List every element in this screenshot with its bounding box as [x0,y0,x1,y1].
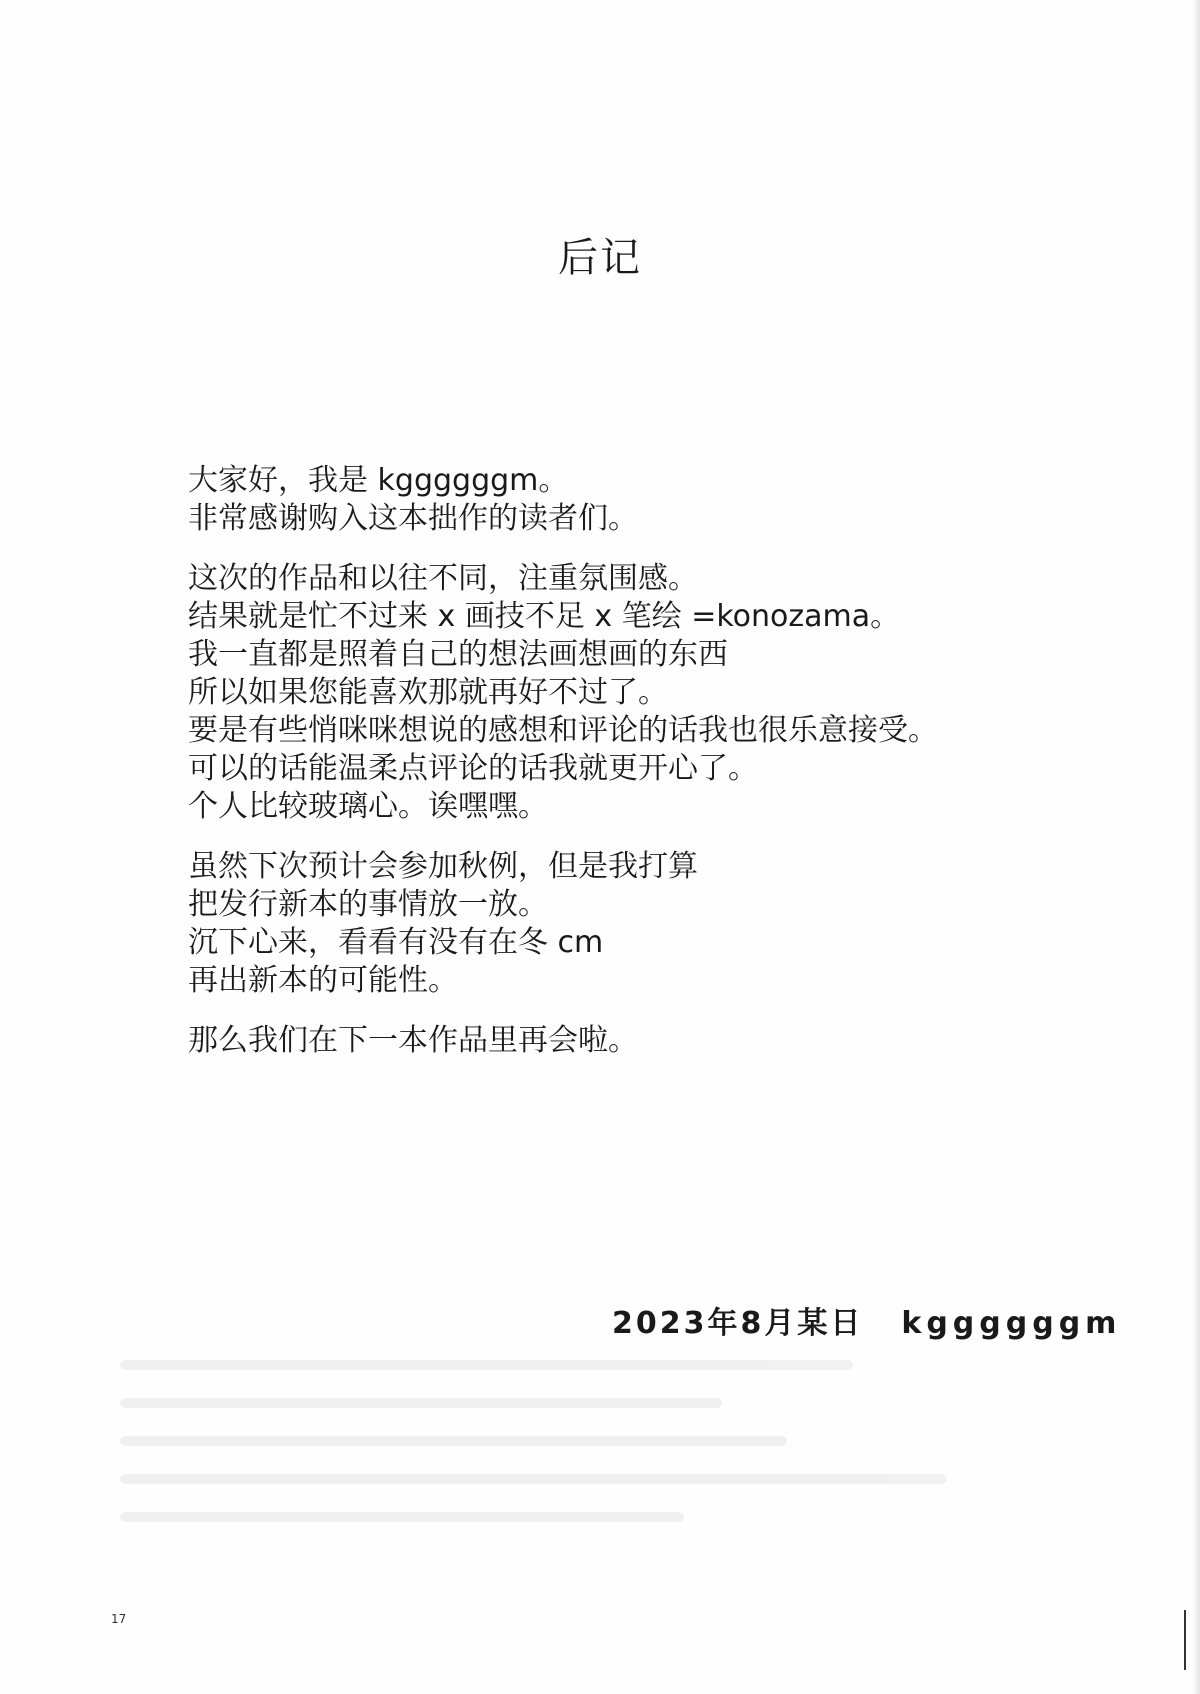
afterword-body [188,462,1088,1082]
signature [612,1298,1121,1342]
paragraph-about-work [188,560,1088,826]
text-line: 所以如果您能喜欢那就再好不过了。 [188,675,668,710]
signature-name: kggggggm [901,1306,1122,1341]
text-line: 非常感谢购入这本拙作的读者们。 [188,501,638,536]
page-title: 后记 [558,235,642,281]
paragraph-future-plans [188,848,1088,1000]
page-edge-mark [1184,1610,1186,1670]
paragraph-greeting [188,462,1088,538]
text-line: 沉下心来，看看有没有在冬 cm [188,925,604,960]
text-line: 虽然下次预计会参加秋例，但是我打算 [188,849,698,884]
text-line: 那么我们在下一本作品里再会啦。 [188,1023,638,1058]
page-number: 17 [111,1612,127,1626]
text-line: 再出新本的可能性。 [188,963,458,998]
show-through-bleed [120,1360,1060,1560]
text-line: 把发行新本的事情放一放。 [188,887,548,922]
text-line: 大家好，我是 kggggggm。 [188,463,569,498]
text-line: 结果就是忙不过来 x 画技不足 x 笔绘 =konozama。 [188,599,901,634]
text-line: 这次的作品和以往不同，注重氛围感。 [188,561,698,596]
signature-date: 2023年8月某日 [612,1306,864,1341]
text-line: 个人比较玻璃心。诶嘿嘿。 [188,789,548,824]
text-line: 我一直都是照着自己的想法画想画的东西 [188,637,728,672]
paragraph-farewell [188,1022,1088,1060]
text-line: 要是有些悄咪咪想说的感想和评论的话我也很乐意接受。 [188,713,938,748]
text-line: 可以的话能温柔点评论的话我就更开心了。 [188,751,758,786]
